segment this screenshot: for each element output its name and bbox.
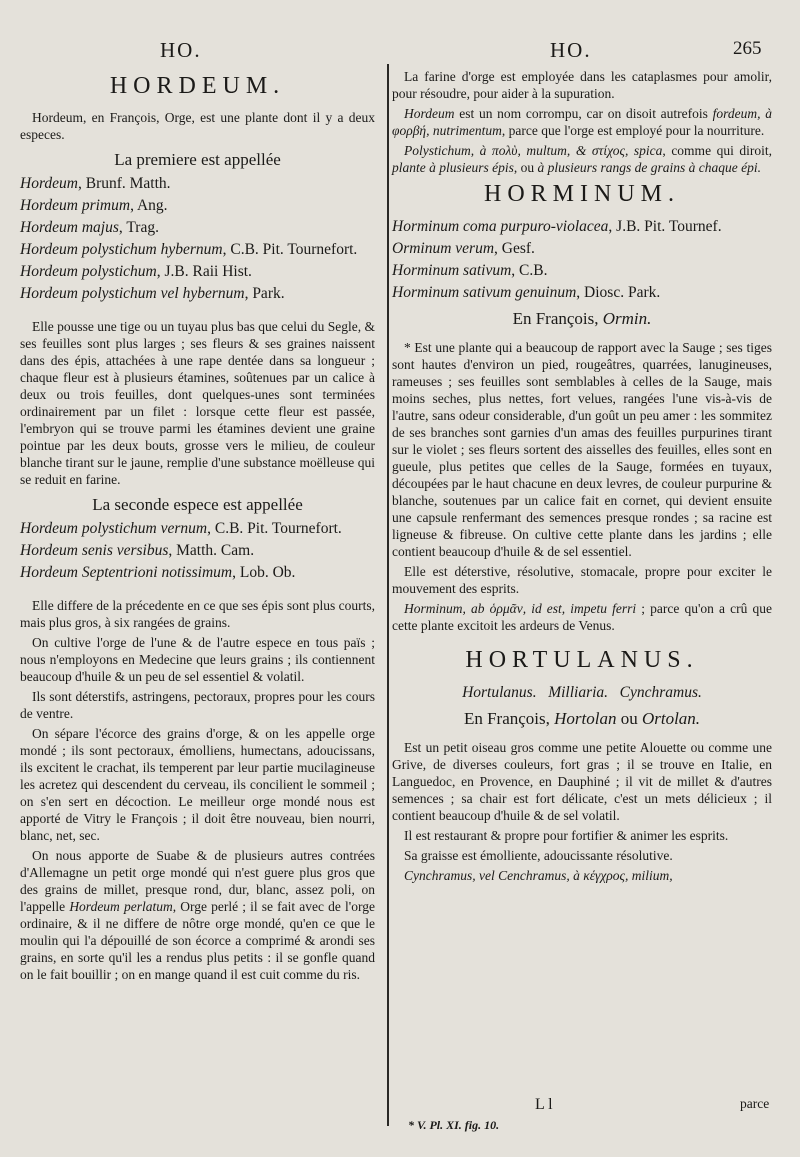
synonym-line: Hordeum polystichum, J.B. Raii Hist. bbox=[20, 263, 252, 280]
catchword: parce bbox=[740, 1096, 770, 1111]
synonym-line: Hordeum primum, Ang. bbox=[20, 197, 168, 214]
synonym-list-1 bbox=[20, 174, 375, 303]
entry-heading-hortulanus: HORTULANUS. bbox=[465, 647, 699, 673]
hordeum-intro: Hordeum, en François, Orge, est une plante dont il y a deux especes. bbox=[20, 110, 375, 142]
synonym-line: Hordeum polystichum vernum, C.B. Pit. Tournefort. bbox=[20, 520, 342, 537]
entry-heading-horminum: HORMINUM. bbox=[483, 181, 680, 207]
french-name-horminum: En François, Ormin. bbox=[512, 309, 652, 328]
paragraph: Ils sont déterstifs, astringens, pectoraux, propres pour les cours de ventre. bbox=[20, 689, 375, 721]
page-number: 265 bbox=[733, 38, 762, 59]
synonym-line: Horminum sativum, C.B. bbox=[392, 262, 548, 279]
paragraph: Polystichum, à πολὺ, multum, & στίχος, spica, comme qui diroit, plante à plusieurs épis, ou à plusieurs rangs de grains à chaque épi. bbox=[392, 143, 773, 175]
paragraph: Elle differe de la précedente en ce que ses épis sont plus courts, mais plus gros, à six rangées de grains. bbox=[20, 598, 375, 630]
synonym-list-horminum bbox=[392, 217, 772, 302]
paragraph: On cultive l'orge de l'une & de l'autre espece en tous païs ; nous n'employons en Medecine que leurs grains ; ils contiennent beaucoup d'huile & un peu de sel essentiel & volatil. bbox=[20, 635, 375, 684]
running-head-right: HO. bbox=[550, 38, 592, 62]
synonym-line: Hordeum polystichum vel hybernum, Park. bbox=[20, 285, 285, 302]
paragraph: Sa graisse est émolliente, adoucissante résolutive. bbox=[404, 848, 673, 863]
paragraph: Cynchramus, vel Cenchramus, à κέγχρος, milium, bbox=[404, 868, 673, 883]
signature-mark: L l bbox=[535, 1096, 553, 1113]
horminum-description: * Est une plante qui a beaucoup de rapport avec la Sauge ; ses tiges sont hautes d'environ un pied, rougeâtres, quarrées, lanugineuses, rameuses ; ses feuilles sont semblables à celles de la Sauge, mais moins seches, plus nettes, fort velues, rangées l'une vis-à-vis de l'autre, sans odeur considerable, d'un goût un peu amer : les sommitez de ses branches sont garnies d'un amas des feuilles purpurines tirant sur le violet ; ses fleurs sortent des aisselles des feuilles, elles sont en gueule, plus petites que celles de la Sauge, formées en tuyaux, découpées par le haut chacune en deux levres, de couleur purpurine & blanche, soutenues par un calice fait en cornet, qui devient ensuite une capsule renfermant des semences presque rondes ; sa racine est ligneuse & fibreuse. On cultive cette plante dans les jardins ; elle contient beaucoup d'huile & de sel essentiel. bbox=[392, 340, 772, 559]
synonym-line: Hordeum senis versibus, Matth. Cam. bbox=[20, 542, 255, 559]
footnote: * V. Pl. XI. fig. 10. bbox=[408, 1118, 500, 1132]
paragraph: Il est restaurant & propre pour fortifier & animer les esprits. bbox=[404, 828, 729, 843]
synonym-line: Horminum coma purpuro-violacea, J.B. Pit. Tournef. bbox=[392, 218, 722, 235]
entry-heading-hordeum: HORDEUM. bbox=[109, 73, 286, 99]
synonym-line: Orminum verum, Gesf. bbox=[392, 240, 535, 257]
first-species-label: La premiere est appellée bbox=[114, 150, 281, 169]
paragraph: Elle est déterstive, résolutive, stomacale, propre pour exciter le mouvement des esprits. bbox=[392, 564, 772, 596]
synonym-list-2 bbox=[20, 519, 375, 582]
paragraph: Hordeum est un nom corrompu, car on disoit autrefois fordeum, à φορβή, nutrimentum, parce que l'orge est employé pour la nourriture. bbox=[392, 106, 772, 138]
second-species-label: La seconde espece est appellée bbox=[92, 495, 303, 514]
synonym-line: Hordeum polystichum hybernum, C.B. Pit. Tournefort. bbox=[20, 241, 358, 258]
hortulanus-names: Hortulanus. Milliaria. Cynchramus. bbox=[462, 684, 702, 701]
paragraph: On nous apporte de Suabe & de plusieurs autres contrées d'Allemagne un petit orge mondé qui n'est guere plus gros que des grains de millet, presque rond, dur, blanc, assez poli, on l'appelle Hordeum perlatum, Orge perlé ; il se fait avec de l'orge ordinaire, & il ne differe de nôtre orge mondé, qu'en ce que le moulin qui l'a dépouillé de son écorce a comprimé & arondi ses grains, en sorte qu'il les a rendus plus petits : il se gonfle quand on le fait bouillir ; on en mange quand il est cuit comme du ris. bbox=[20, 848, 375, 982]
synonym-line: Horminum sativum genuinum, Diosc. Park. bbox=[392, 284, 661, 301]
french-name-hortulanus: En François, Hortolan ou Ortolan. bbox=[463, 709, 701, 728]
right-column bbox=[392, 68, 772, 887]
synonym-line: Hordeum majus, Trag. bbox=[20, 219, 159, 236]
left-column bbox=[20, 68, 375, 986]
paragraph: On sépare l'écorce des grains d'orge, & on les appelle orge mondé ; ils sont pectoraux, émolliens, humectans, adoucissans, ils excitent le crachat, ils temperent par leur partie mucilagineuse les acretez qui descendent du cerveau, ils concilient le sommeil ; on s'en sert en décoction. Le meilleur orge mondé nous est apporté de Vitry le François ; il doit être nouveau, bien nourri, blanc, net, sec. bbox=[20, 726, 375, 843]
paragraph: La farine d'orge est employée dans les cataplasmes pour amolir, pour résoudre, pour aider à la supuration. bbox=[392, 69, 772, 101]
first-species-description: Elle pousse une tige ou un tuyau plus bas que celui du Segle, & ses feuilles sont plus larges ; ses fleurs & ses graines naissent dans des épis, attachées à une rape dentée dans sa longueur ; chaque fleur est à plusieurs étamines, soûtenues par un calice à deux ou trois feuilles, dont quelques-unes sont terminées ordinairement par un filet : lorsque cette fleur est passée, l'embryon qui se trouve parmi les étamines devient une graine pointue par les deux bouts, grosse vers le milieu, de couleur blanche tirant sur le jaune, remplie d'une substance moëlleuse qui se reduit en farine. bbox=[20, 319, 375, 487]
synonym-line: Hordeum, Brunf. Matth. bbox=[20, 175, 171, 192]
hortulanus-description: Est un petit oiseau gros comme une petite Alouette ou comme une Grive, de diverses couleurs, fort gras ; il se trouve en Italie, en Languedoc, en Provence, en Dauphiné ; il vit de millet & d'autres semences ; sa chair est fort délicate, c'est un mets délicieux ; il contient beaucoup d'huile & de sel volatil. bbox=[392, 740, 772, 823]
paragraph: Horminum, ab ὁρμᾶν, id est, impetu ferri ; parce qu'on a crû que cette plante excitoit les ardeurs de Venus. bbox=[392, 601, 772, 633]
synonym-line: Hordeum Septentrioni notissimum, Lob. Ob. bbox=[20, 564, 296, 581]
column-rule bbox=[387, 64, 389, 1126]
running-head-left: HO. bbox=[160, 38, 202, 62]
